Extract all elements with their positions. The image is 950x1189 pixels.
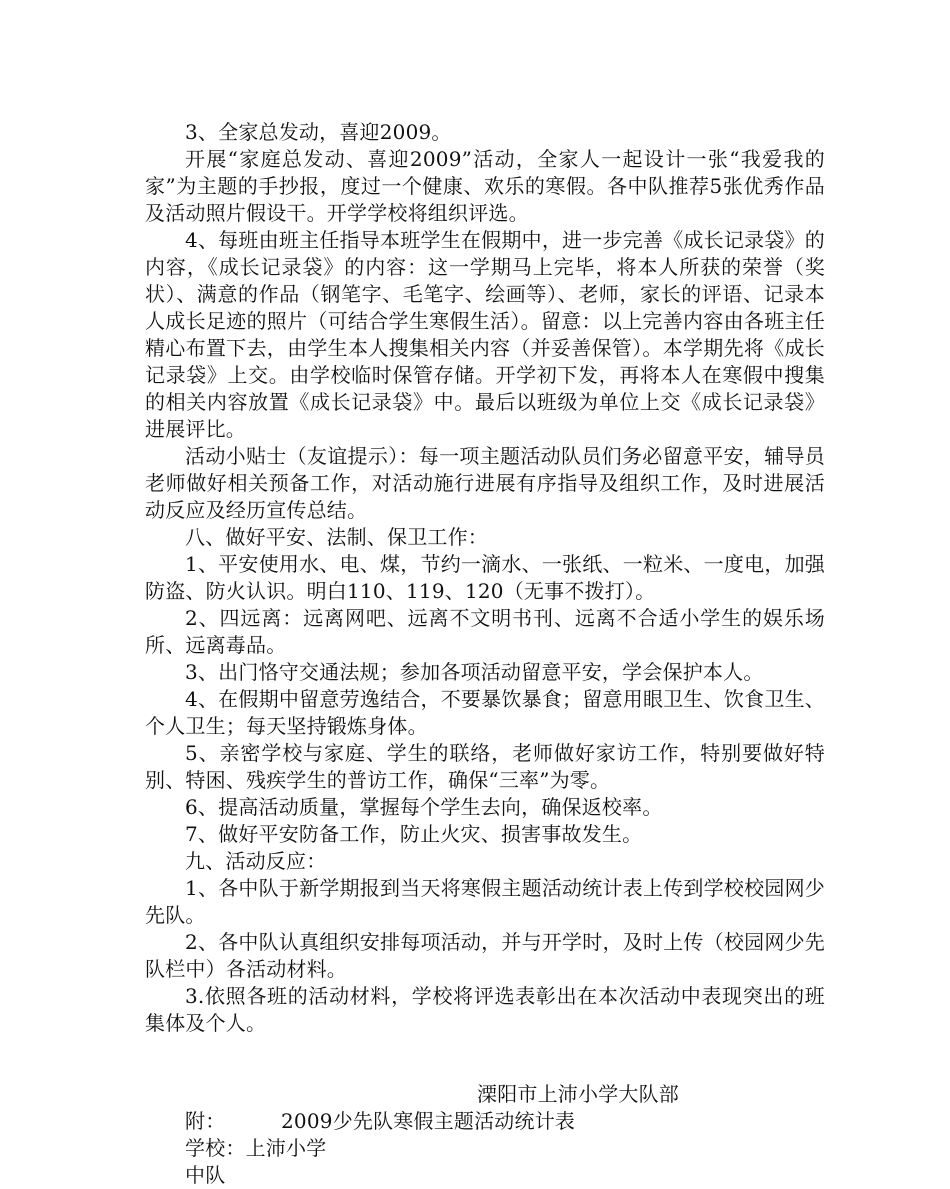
signature: 溧阳市上沛小学大队部: [477, 1082, 679, 1106]
paragraph-3: 4、每班由班主任指导本班学生在假期中，进一步完善《成长记录袋》的内容，《成长记录袋》的内容：这一学期马上完毕，将本人所获的荣誉（奖状）、满意的作品（钢笔字、毛笔字、绘画等）、老师，家长的评语、记录本人成长足迹的照片（可结合学生寒假生活）。留意：以上完善内容由各班主任精心布置下去，由学生本人搜集相关内容（并妥善保管）。本学期先将《成长记录袋》上交。由学校临时保管存储。开学初下发，再将本人在寒假中搜集的相关内容放置《成长记录袋》中。最后以班级为单位上交《成长记录袋》进展评比。: [145, 228, 825, 441]
attachment-line: [145, 1108, 825, 1135]
spacer: [145, 1037, 825, 1081]
section-heading-9: 九、活动反应：: [185, 849, 327, 873]
paragraph-9: 4、在假期中留意劳逸结合，不要暴饮暴食；留意用眼卫生、饮食卫生、个人卫生；每天坚持锻炼身体。: [145, 687, 825, 738]
document-page: [145, 119, 825, 1189]
paragraph-7: 2、四远离：远离网吧、远离不文明书刊、远离不合适小学生的娱乐场所、远离毒品。: [145, 606, 825, 657]
paragraph-11: 6、提高活动质量，掌握每个学生去向，确保返校率。: [185, 795, 663, 819]
attachment-title: 2009少先队寒假主题活动统计表: [281, 1109, 576, 1133]
paragraph-15: 2、各中队认真组织安排每项活动，并与开学时，及时上传（校园网少先队栏中）各活动材料。: [145, 930, 825, 981]
paragraph-4: 活动小贴士（友谊提示）：每一项主题活动队员们务必留意平安，辅导员老师做好相关预备工作，对活动施行进展有序指导及组织工作，及时进展活动反应及经历宣传总结。: [145, 444, 825, 522]
paragraph-6: 1、平安使用水、电、煤，节约一滴水、一张纸、一粒米、一度电，加强防盗、防火认识。明白110、119、120（无事不拨打）。: [145, 552, 825, 603]
paragraph-1: 3、全家总发动，喜迎2009。: [185, 120, 452, 144]
paragraph-16: 3.依照各班的活动材料，学校将评选表彰出在本次活动中表现突出的班集体及个人。: [145, 984, 825, 1035]
section-heading-8: 八、做好平安、法制、保卫工作：: [185, 525, 488, 549]
school-line: 学校：上沛小学: [185, 1136, 327, 1160]
squad-line: 中队: [185, 1163, 226, 1187]
paragraph-14: 1、各中队于新学期报到当天将寒假主题活动统计表上传到学校校园网少先队。: [145, 876, 825, 927]
paragraph-12: 7、做好平安防备工作，防止火灾、损害事故发生。: [185, 822, 643, 846]
attachment-label: 附：: [185, 1109, 226, 1133]
paragraph-2: 开展“家庭总发动、喜迎2009”活动，全家人一起设计一张“我爱我的家”为主题的手抄报，度过一个健康、欢乐的寒假。各中队推荐5张优秀作品及活动照片假设干。开学学校将组织评选。: [145, 147, 825, 225]
paragraph-10: 5、亲密学校与家庭、学生的联络，老师做好家访工作，特别要做好特别、特困、残疾学生的普访工作，确保“三率”为零。: [145, 741, 825, 792]
paragraph-8: 3、出门恪守交通法规；参加各项活动留意平安，学会保护本人。: [185, 660, 764, 684]
